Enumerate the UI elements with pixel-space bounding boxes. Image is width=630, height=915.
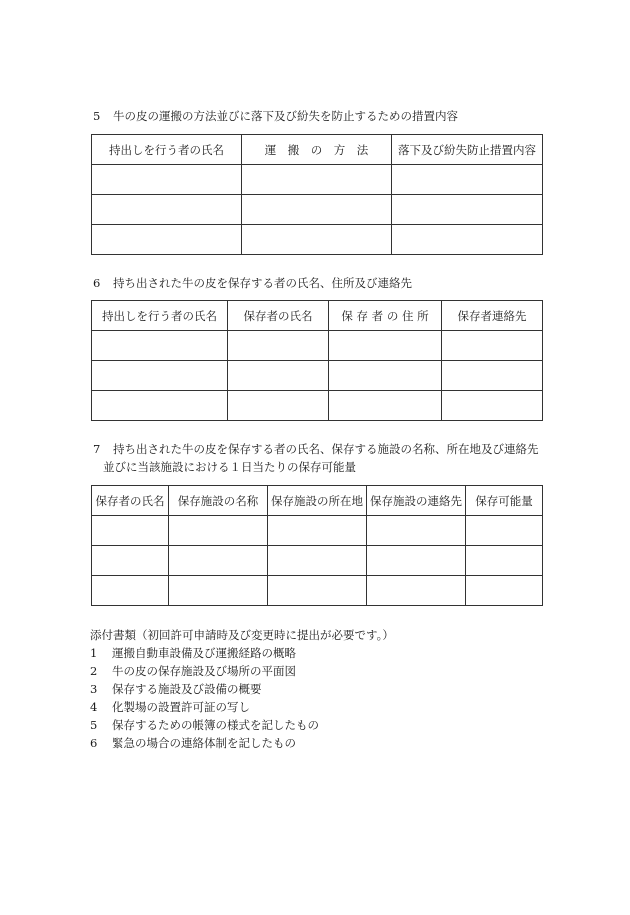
section-5-title [93, 108, 458, 124]
table-cell[interactable] [228, 361, 329, 391]
column-header: 保存可能量 [466, 486, 543, 516]
table-cell[interactable] [242, 195, 392, 225]
table-cell[interactable] [367, 576, 466, 606]
table-cell[interactable] [92, 361, 228, 391]
table-cell[interactable] [92, 391, 228, 421]
attachments-heading: 添付書類（初回許可申請時及び変更時に提出が必要です。） [90, 628, 394, 642]
section-7-table [91, 485, 543, 606]
item-text: 保存する施設及び設備の概要 [112, 682, 262, 696]
table-header-row [92, 301, 543, 331]
section-5-table [91, 134, 543, 255]
section-title-line-1: 持ち出された牛の皮を保存する者の氏名、保存する施設の名称、所在地及び連絡先 [113, 442, 539, 456]
table-cell[interactable] [466, 546, 543, 576]
section-title-text: 持ち出された牛の皮を保存する者の氏名、住所及び連絡先 [113, 276, 412, 290]
item-text: 保存するための帳簿の様式を記したもの [112, 718, 319, 732]
list-item [90, 644, 394, 662]
column-header: 保存施設の連絡先 [367, 486, 466, 516]
table-cell[interactable] [92, 516, 169, 546]
section-6-title [93, 275, 412, 291]
table-cell[interactable] [92, 546, 169, 576]
table-cell[interactable] [169, 546, 268, 576]
column-header: 落下及び紛失防止措置内容 [392, 135, 543, 165]
section-title-line-2: 並びに当該施設における１日当たりの保存可能量 [103, 460, 356, 474]
column-header: 持出しを行う者の氏名 [92, 301, 228, 331]
table-cell[interactable] [329, 391, 442, 421]
attachments-section [90, 626, 394, 752]
table-cell[interactable] [242, 165, 392, 195]
table-row [92, 225, 543, 255]
table-cell[interactable] [392, 165, 543, 195]
list-item [90, 734, 394, 752]
table-row [92, 516, 543, 546]
column-header: 保存者の氏名 [228, 301, 329, 331]
table-cell[interactable] [92, 195, 242, 225]
item-number: 4 [90, 700, 98, 714]
table-cell[interactable] [367, 516, 466, 546]
table-header-row [92, 486, 543, 516]
table-cell[interactable] [268, 516, 367, 546]
table-cell[interactable] [392, 225, 543, 255]
table-cell[interactable] [268, 546, 367, 576]
section-6-table [91, 300, 543, 421]
table-cell[interactable] [329, 331, 442, 361]
section-7-title [93, 440, 563, 476]
table-cell[interactable] [442, 331, 543, 361]
item-number: 1 [90, 646, 98, 660]
section-number: 5 [93, 109, 101, 123]
table-header-row [92, 135, 543, 165]
list-item [90, 698, 394, 716]
table-cell[interactable] [268, 576, 367, 606]
item-number: 5 [90, 718, 98, 732]
item-number: 3 [90, 682, 98, 696]
column-header: 保存者の氏名 [92, 486, 169, 516]
item-text: 牛の皮の保存施設及び場所の平面図 [112, 664, 296, 678]
table-cell[interactable] [228, 331, 329, 361]
section-title-text: 牛の皮の運搬の方法並びに落下及び紛失を防止するための措置内容 [113, 109, 458, 123]
table-cell[interactable] [466, 516, 543, 546]
table-row [92, 195, 543, 225]
table-cell[interactable] [169, 576, 268, 606]
column-header: 運 搬 の 方 法 [242, 135, 392, 165]
list-item [90, 716, 394, 734]
table-row [92, 546, 543, 576]
table-cell[interactable] [242, 225, 392, 255]
table-row [92, 165, 543, 195]
table-cell[interactable] [92, 331, 228, 361]
table-row [92, 391, 543, 421]
list-item [90, 662, 394, 680]
table-cell[interactable] [329, 361, 442, 391]
table-cell[interactable] [228, 391, 329, 421]
table-row [92, 576, 543, 606]
item-text: 運搬自動車設備及び運搬経路の概略 [112, 646, 296, 660]
table-row [92, 361, 543, 391]
column-header: 保 存 者 の 住 所 [329, 301, 442, 331]
table-cell[interactable] [392, 195, 543, 225]
item-number: 2 [90, 664, 98, 678]
table-cell[interactable] [367, 546, 466, 576]
table-cell[interactable] [442, 361, 543, 391]
column-header: 持出しを行う者の氏名 [92, 135, 242, 165]
table-cell[interactable] [442, 391, 543, 421]
item-number: 6 [90, 736, 98, 750]
table-cell[interactable] [466, 576, 543, 606]
column-header: 保存施設の所在地 [268, 486, 367, 516]
item-text: 化製場の設置許可証の写し [112, 700, 250, 714]
table-cell[interactable] [92, 576, 169, 606]
section-number: 6 [93, 276, 101, 290]
list-item [90, 680, 394, 698]
item-text: 緊急の場合の連絡体制を記したもの [112, 736, 296, 750]
table-row [92, 331, 543, 361]
section-number: 7 [93, 442, 101, 456]
column-header: 保存施設の名称 [169, 486, 268, 516]
table-cell[interactable] [92, 165, 242, 195]
column-header: 保存者連絡先 [442, 301, 543, 331]
table-cell[interactable] [92, 225, 242, 255]
table-cell[interactable] [169, 516, 268, 546]
